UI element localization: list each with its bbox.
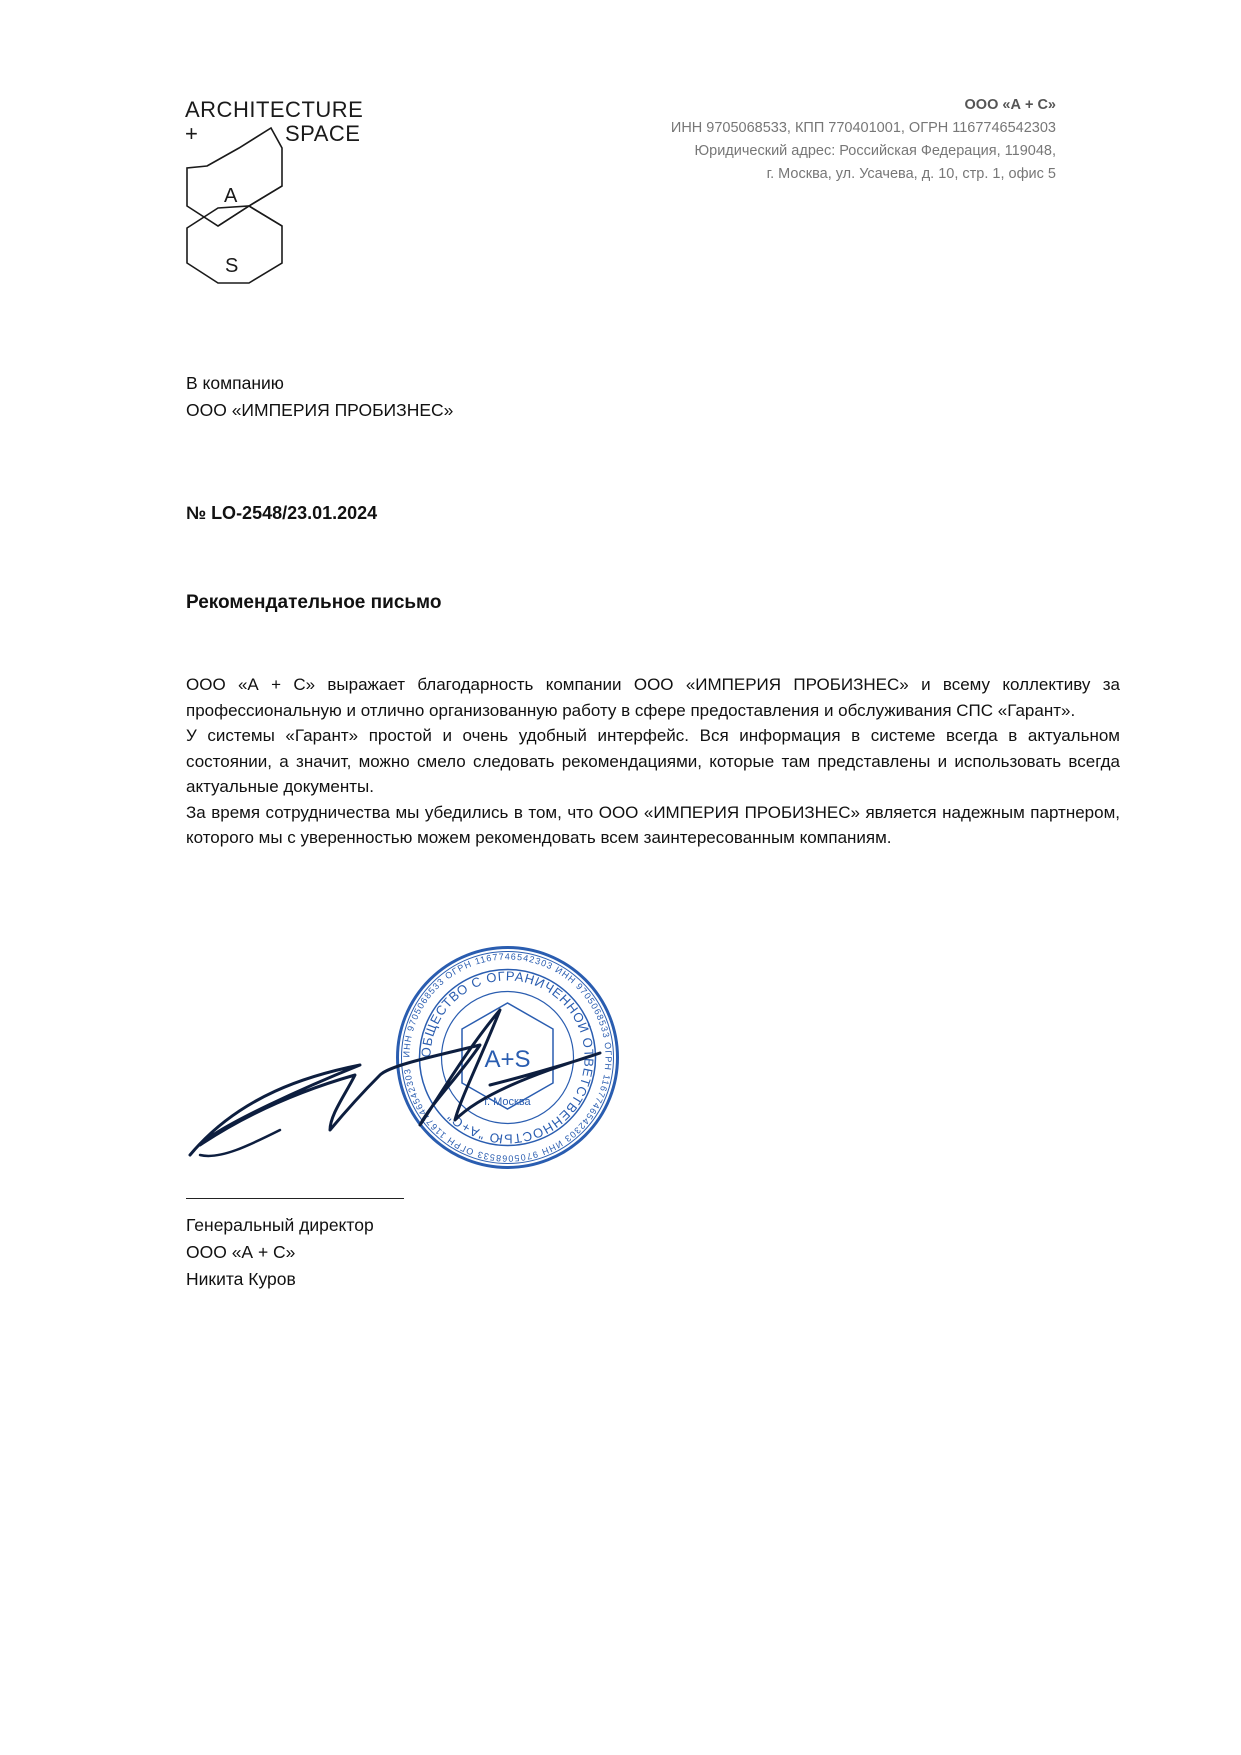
sender-ids: ИНН 9705068533, КПП 770401001, ОГРН 1167746542303	[670, 120, 1056, 136]
signature	[180, 1005, 660, 1190]
logo-text-space: SPACE	[285, 121, 361, 146]
body-paragraph: У системы «Гарант» простой и очень удобный интерфейс. Вся информация в системе всегда в актуальном состоянии, а значит, можно смело следовать рекомендациями, которые там представлены и использовать всегда актуальные документы.	[186, 726, 1120, 796]
recipient-company: ООО «ИМПЕРИЯ ПРОБИЗНЕС»	[186, 400, 454, 420]
signature-line	[186, 1198, 404, 1199]
stamp-outer-text: ИНН 9705068533 ОГРН 1167746542303 ИНН 9705068533 ОГРН 1167746542303 ИНН 9705068533 ОГРН 1167746542303	[401, 951, 614, 1164]
sender-name: ООО «А + С»	[964, 97, 1056, 113]
signer-block	[186, 1212, 374, 1293]
logo-text-plus: +	[185, 121, 199, 146]
signer-company: ООО «А + С»	[186, 1242, 296, 1262]
body-paragraph: ООО «А + С» выражает благодарность компании ООО «ИМПЕРИЯ ПРОБИЗНЕС» и всему коллективу за профессиональную и отлично организованную работу в сфере предоставления и обслуживания СПС «Гарант».	[186, 675, 1120, 720]
body-paragraph: За время сотрудничества мы убедились в том, что ООО «ИМПЕРИЯ ПРОБИЗНЕС» является надежным партнером, которого мы с уверенностью можем рекомендовать всем заинтересованным компаниям.	[186, 802, 1120, 847]
stamp-center-text: A+S	[484, 1046, 531, 1073]
logo-letter-a: A	[224, 185, 238, 207]
sender-address-line1: Юридический адрес: Российская Федерация, 119048,	[694, 143, 1056, 159]
document-number: № LO-2548/23.01.2024	[186, 503, 378, 523]
stamp-city: г. Москва	[484, 1096, 531, 1108]
document-title: Рекомендательное письмо	[186, 592, 442, 613]
logo-letter-s: S	[225, 255, 239, 277]
stamp-inner-text: ОБЩЕСТВО С ОГРАНИЧЕННОЙ ОТВЕТСТВЕННОСТЬЮ "А+С"	[418, 968, 597, 1147]
recipient-line1: В компанию	[186, 373, 284, 393]
company-logo	[185, 98, 365, 298]
signer-name: Никита Куров	[186, 1269, 296, 1289]
signer-position: Генеральный директор	[186, 1215, 374, 1235]
sender-details	[671, 94, 1056, 186]
sender-address-line2: г. Москва, ул. Усачева, д. 10, стр. 1, офис 5	[766, 166, 1056, 182]
recipient-block	[186, 370, 453, 424]
logo-text-architecture: ARCHITECTURE	[185, 97, 364, 122]
letter-body	[186, 672, 1120, 851]
